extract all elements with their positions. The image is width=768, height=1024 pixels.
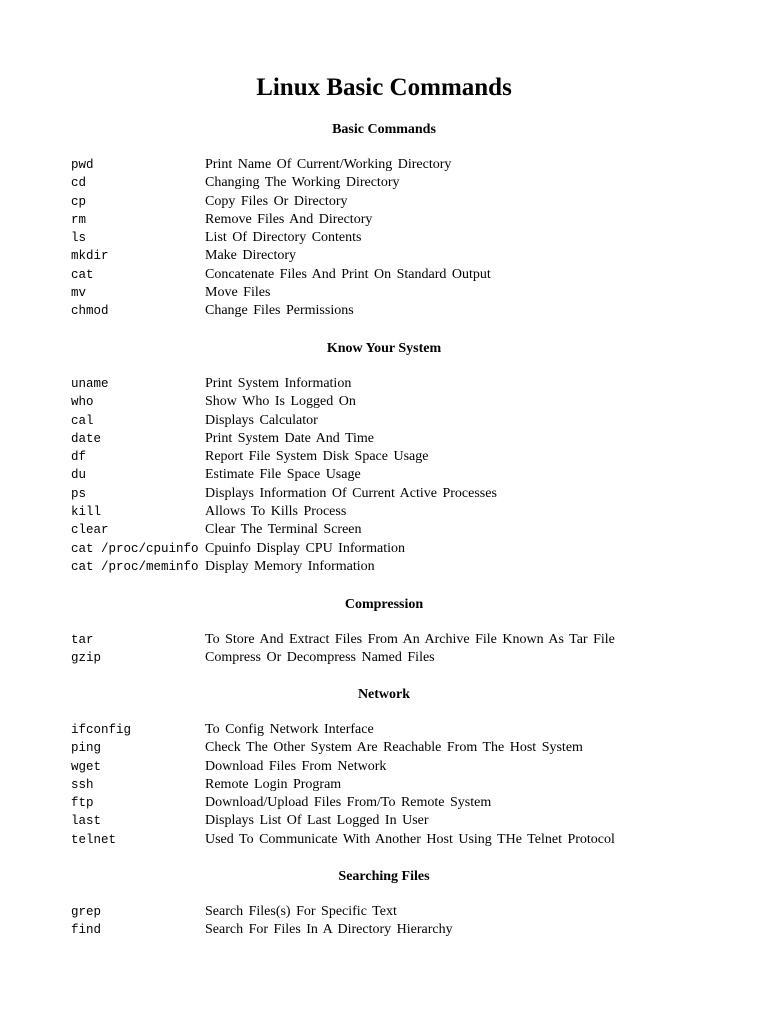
command-row <box>71 794 731 812</box>
command-description: Remote Login Program <box>205 776 342 792</box>
command-name: wget <box>71 759 102 774</box>
command-row <box>71 812 731 830</box>
command-name: telnet <box>71 832 117 847</box>
command-name: date <box>71 431 102 446</box>
command-description: Move Files <box>205 285 271 301</box>
command-row <box>71 412 731 430</box>
command-description: Download Files From Network <box>205 758 387 774</box>
section-heading: Basic Commands <box>332 122 436 137</box>
command-description: Download/Upload Files From/To Remote System <box>205 795 492 811</box>
command-description: Displays List Of Last Logged In User <box>205 813 429 829</box>
command-row <box>71 739 731 757</box>
command-description: Remove Files And Directory <box>205 211 373 227</box>
command-description: Estimate File Space Usage <box>205 467 361 483</box>
command-name: ps <box>71 486 87 501</box>
command-row <box>71 302 731 320</box>
command-description: Report File System Disk Space Usage <box>205 449 429 465</box>
command-row <box>71 393 731 411</box>
command-name: gzip <box>71 651 102 666</box>
command-name: cal <box>71 413 94 428</box>
command-row <box>71 211 731 229</box>
command-name: ftp <box>71 796 94 811</box>
command-name: ifconfig <box>71 723 132 737</box>
command-name: rm <box>71 212 87 227</box>
command-description: Display Memory Information <box>205 558 375 574</box>
command-row <box>71 193 731 211</box>
command-description: List Of Directory Contents <box>205 230 362 246</box>
command-description: Compress Or Decompress Named Files <box>205 650 435 666</box>
command-description: Changing The Working Directory <box>205 175 400 191</box>
command-name: uname <box>71 377 109 391</box>
command-description: Clear The Terminal Screen <box>205 522 362 538</box>
command-row <box>71 540 731 558</box>
command-row <box>71 247 731 265</box>
command-name: cat /proc/meminfo <box>71 559 199 574</box>
command-description: Copy Files Or Directory <box>205 193 348 209</box>
command-name: cp <box>71 194 87 209</box>
command-row <box>71 503 731 521</box>
section-heading: Network <box>357 687 411 702</box>
command-description: To Store And Extract Files From An Archive File Known As Tar File <box>205 632 615 647</box>
command-row <box>71 521 731 539</box>
command-name: du <box>71 468 87 483</box>
command-row <box>71 758 731 776</box>
command-list <box>71 631 731 668</box>
command-description: Concatenate Files And Print On Standard Output <box>205 266 491 282</box>
command-row <box>71 631 731 649</box>
command-row <box>71 229 731 247</box>
command-row <box>71 903 731 921</box>
command-name: last <box>71 814 102 829</box>
command-row <box>71 430 731 448</box>
command-name: kill <box>71 505 102 520</box>
command-description: Search Files(s) For Specific Text <box>205 904 397 919</box>
section-heading: Know Your System <box>326 341 442 356</box>
command-row <box>71 649 731 667</box>
command-description: Search For Files In A Directory Hierarchy <box>205 922 453 938</box>
command-name: cat <box>71 267 94 282</box>
command-description: Show Who Is Logged On <box>205 394 356 410</box>
command-row <box>71 721 731 739</box>
command-row <box>71 156 731 174</box>
document-title: Linux Basic Commands <box>256 74 512 101</box>
command-name: ls <box>71 231 87 246</box>
command-row <box>71 831 731 849</box>
command-name: tar <box>71 633 94 647</box>
command-name: pwd <box>71 158 94 172</box>
command-description: Print System Date And Time <box>205 430 375 446</box>
command-row <box>71 284 731 302</box>
command-description: Used To Communicate With Another Host Using THe Telnet Protocol <box>205 831 615 847</box>
command-name: ssh <box>71 777 94 792</box>
command-list <box>71 156 731 321</box>
command-name: grep <box>71 905 102 919</box>
command-row <box>71 558 731 576</box>
command-description: Print System Information <box>205 376 352 391</box>
command-row <box>71 776 731 794</box>
command-row <box>71 921 731 939</box>
command-row <box>71 375 731 393</box>
command-description: To Config Network Interface <box>205 722 374 737</box>
command-description: Cpuinfo Display CPU Information <box>205 540 406 556</box>
command-row <box>71 448 731 466</box>
command-row <box>71 266 731 284</box>
command-list <box>71 721 731 849</box>
command-description: Allows To Kills Process <box>205 504 347 520</box>
command-description: Make Directory <box>205 248 297 264</box>
command-description: Displays Information Of Current Active Processes <box>205 485 497 501</box>
command-name: who <box>71 395 94 410</box>
command-name: df <box>71 450 87 465</box>
command-name: mkdir <box>71 249 109 264</box>
command-row <box>71 174 731 192</box>
command-name: clear <box>71 523 109 538</box>
command-name: chmod <box>71 304 109 319</box>
command-list <box>71 375 731 576</box>
command-description: Displays Calculator <box>205 412 318 428</box>
command-name: ping <box>71 741 102 756</box>
command-description: Print Name Of Current/Working Directory <box>205 157 452 172</box>
command-description: Check The Other System Are Reachable From The Host System <box>205 740 583 756</box>
section-heading: Searching Files <box>338 869 430 884</box>
command-row <box>71 466 731 484</box>
command-name: cd <box>71 176 87 191</box>
section-heading: Compression <box>344 597 424 612</box>
command-name: find <box>71 923 102 938</box>
command-description: Change Files Permissions <box>205 303 354 319</box>
command-row <box>71 485 731 503</box>
command-name: mv <box>71 286 87 301</box>
command-list <box>71 903 731 940</box>
command-name: cat /proc/cpuinfo <box>71 541 199 556</box>
